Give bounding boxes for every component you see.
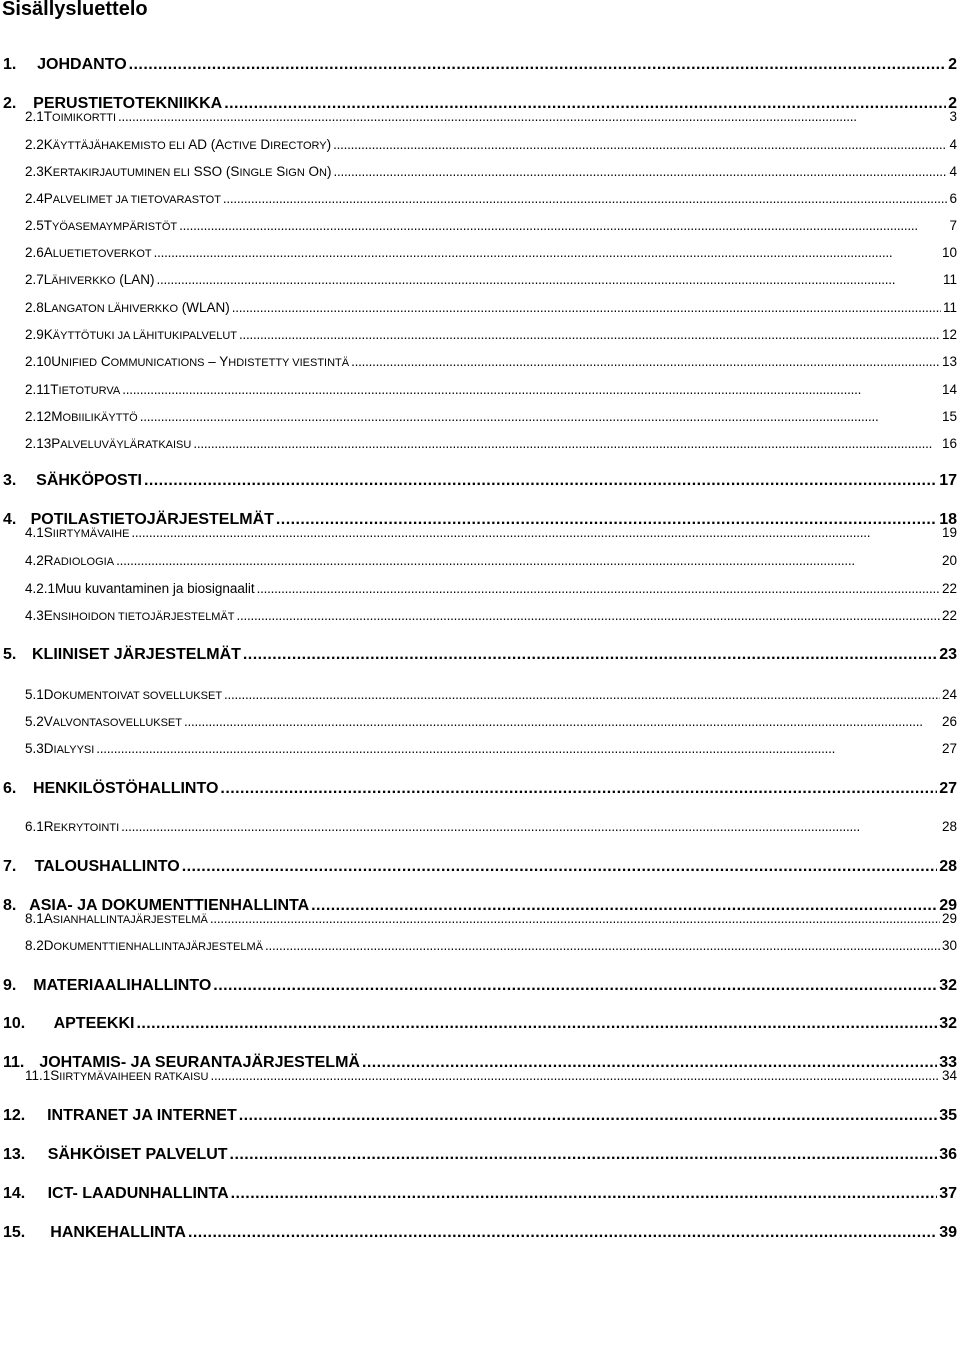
toc-page-number: 18 [939, 511, 957, 528]
toc-page-number: 6 [949, 191, 957, 206]
toc-entry-initial: K [43, 137, 53, 152]
toc-page-number: 2 [948, 56, 957, 73]
toc-entry-title-part: NSIHOIDON TIETOJÄRJESTELMÄT [52, 611, 235, 623]
toc-dot-leader [351, 354, 940, 369]
toc-entry[interactable] [25, 272, 957, 290]
toc-entry-number: 8.1 [25, 911, 44, 926]
toc-dot-leader [257, 581, 940, 596]
toc-entry-title-part: ALVELIMET JA TIETOVARASTOT [52, 194, 221, 206]
toc-entry-title-part: IIRTYMÄVAIHE [52, 528, 130, 540]
toc-dot-leader [243, 646, 937, 664]
toc-entry-title-part: OMMUNICATIONS [110, 357, 205, 369]
toc-entry[interactable] [25, 687, 957, 705]
toc-entry-title-part: IIRTYMÄVAIHEEN RATKAISU [59, 1071, 209, 1083]
toc-entry-number: 9. [3, 977, 17, 994]
toc-page-number: 29 [941, 911, 957, 926]
toc-dot-leader [223, 191, 948, 206]
toc-entry-title [44, 687, 222, 702]
toc-entry-initial: E [43, 608, 53, 623]
toc-entry-title [44, 911, 208, 926]
toc-entry-number: 2.3 [25, 164, 44, 179]
toc-entry-title-part: D [256, 137, 271, 152]
toc-entry-number: 2.13 [25, 436, 52, 451]
toc-entry-number: 2.7 [25, 272, 44, 287]
toc-page-number: 32 [939, 1015, 957, 1032]
toc-entry-number: 12. [3, 1107, 26, 1124]
toc-dot-leader [188, 1224, 937, 1242]
toc-entry-title: ICT- LAADUNHALLINTA [47, 1185, 229, 1202]
toc-entry-number: 4. [3, 511, 17, 528]
toc-entry-title-part: IALYYSI [53, 744, 95, 756]
toc-entry[interactable] [25, 714, 957, 732]
toc-entry-initial: A [43, 911, 53, 926]
toc-dot-leader [129, 56, 946, 74]
toc-entry-title [44, 245, 152, 260]
toc-entry-title [51, 409, 137, 424]
toc-entry[interactable] [25, 137, 957, 155]
toc-entry[interactable] [25, 327, 957, 345]
toc-entry-number: 15. [3, 1224, 26, 1241]
toc-page-number: 20 [941, 553, 957, 568]
toc-entry-initial: S [50, 1068, 60, 1083]
toc-entry-number: 14. [3, 1185, 26, 1202]
toc-entry-initial: D [43, 938, 54, 953]
toc-entry-initial: D [43, 687, 54, 702]
toc-entry-title-part: ÄHIVERKKO [51, 275, 116, 287]
toc-entry-title-part: IRECTORY [270, 140, 327, 152]
toc-page-number: 11 [942, 272, 957, 287]
toc-entry-title: SÄHKÖPOSTI [36, 472, 142, 489]
toc-entry[interactable] [25, 1068, 957, 1086]
toc-entry-initial: T [43, 218, 53, 233]
toc-entry-title [51, 436, 191, 451]
toc-entry-number: 2.4 [25, 191, 44, 206]
toc-entry-title-part: N [319, 167, 327, 179]
toc-entry-number: 8.2 [25, 938, 44, 953]
toc-dot-leader [213, 977, 937, 995]
toc-page-number: 11 [942, 300, 957, 315]
toc-entry-initial: P [51, 436, 61, 451]
toc-entry-number: 4.3 [25, 608, 44, 623]
toc-entry-title [44, 272, 155, 287]
toc-entry-title [50, 382, 120, 397]
toc-entry-number: 2.5 [25, 218, 44, 233]
toc-dot-leader [118, 109, 947, 124]
toc-entry-title-part: IETOTURVA [58, 385, 121, 397]
toc-entry-title-part: INGLE [239, 167, 273, 179]
toc-entry-number: 8. [3, 897, 17, 914]
toc-dot-leader [239, 1107, 937, 1125]
toc-entry-number: 1. [3, 56, 17, 73]
toc-dot-leader [144, 472, 937, 490]
toc-dot-leader [193, 436, 940, 451]
toc-entry-initial: L [43, 300, 52, 315]
toc-entry-number: 2.1 [25, 109, 44, 124]
toc-entry-title: SÄHKÖISET PALVELUT [47, 1146, 228, 1163]
toc-entry-number: 6.1 [25, 819, 44, 834]
toc-dot-leader [182, 858, 937, 876]
toc-page-number: 7 [949, 218, 957, 233]
toc-entry-title-part: HDISTETTY VIESTINTÄ [228, 357, 350, 369]
toc-entry-title: PERUSTIETOTEKNIIKKA [33, 95, 223, 112]
toc-entry-title-part: SSO (S [189, 164, 240, 179]
toc-page-number: 23 [939, 646, 957, 663]
toc-entry-title: JOHTAMIS- JA SEURANTAJÄRJESTELMÄ [39, 1054, 360, 1071]
toc-entry-title-part: – Y [204, 354, 229, 369]
toc-page-number: 4 [949, 137, 957, 152]
toc-entry[interactable] [25, 741, 957, 759]
toc-entry[interactable] [3, 858, 957, 880]
toc-dot-leader [220, 780, 937, 798]
toc-entry-title [44, 938, 263, 953]
toc-entry-title [44, 137, 331, 152]
toc-entry-title-part: (WLAN) [178, 300, 230, 315]
toc-entry-number: 13. [3, 1146, 26, 1163]
toc-page-number: 13 [941, 354, 957, 369]
toc-entry[interactable] [25, 245, 957, 263]
toc-entry-number: 7. [3, 858, 17, 875]
toc-entry[interactable] [25, 608, 957, 626]
toc-entry-title-part: ALVELUVÄYLÄRATKAISU [60, 439, 192, 451]
toc-entry-number: 3. [3, 472, 17, 489]
toc-entry-title [50, 1068, 208, 1083]
toc-entry-number: 2.11 [25, 382, 51, 397]
toc-entry-title-part: NIFIED [61, 357, 98, 369]
toc-page-number: 12 [941, 327, 957, 342]
toc-page-number: 26 [941, 714, 957, 729]
toc-entry-title-part: OIMIKORTTI [52, 112, 116, 124]
toc-page-number: 30 [941, 938, 957, 953]
toc-entry[interactable] [3, 977, 957, 999]
toc-entry-number: 2.10 [25, 354, 52, 369]
toc-dot-leader [184, 714, 940, 729]
toc-entry[interactable] [25, 218, 957, 236]
toc-entry[interactable] [25, 581, 957, 599]
toc-page-number: 24 [941, 687, 957, 702]
toc-entry-number: 5.1 [25, 687, 44, 702]
toc-entry-title: MATERIAALIHALLINTO [33, 977, 212, 994]
toc-entry[interactable] [3, 1107, 957, 1129]
toc-page-number: 37 [939, 1185, 957, 1202]
toc-entry-number: 4.2.1 [25, 581, 56, 596]
toc-entry-initial: T [43, 109, 53, 124]
toc-dot-leader [179, 218, 947, 233]
toc-dot-leader [333, 137, 947, 152]
toc-entry-title [44, 191, 221, 206]
toc-entry-number: 2. [3, 95, 17, 112]
toc-entry-title-part: ERTAKIRJAUTUMINEN ELI [52, 167, 190, 179]
toc-entry-title-part: C [97, 354, 111, 369]
toc-entry-initial: K [43, 327, 53, 342]
toc-entry-title [44, 327, 237, 342]
toc-entry-title [44, 714, 182, 729]
toc-entry-number: 2.9 [25, 327, 44, 342]
toc-entry-number: 10. [3, 1015, 26, 1032]
toc-dot-leader [131, 525, 940, 540]
toc-dot-leader [231, 1185, 938, 1203]
toc-dot-leader [334, 164, 948, 179]
toc-entry-title: POTILASTIETOJÄRJESTELMÄT [30, 511, 274, 528]
toc-entry[interactable] [25, 109, 957, 127]
toc-entry-title-part: ALVONTASOVELLUKSET [52, 717, 182, 729]
toc-entry-title-part: OBIILIKÄYTTÖ [62, 412, 138, 424]
toc-entry-title-part: EKRYTOINTI [53, 822, 120, 834]
toc-entry-initial: R [43, 819, 54, 834]
toc-entry-initial: P [43, 191, 53, 206]
toc-dot-leader [136, 1015, 937, 1033]
toc-entry-title: HENKILÖSTÖHALLINTO [32, 780, 219, 797]
toc-entry-number: 11.1 [25, 1068, 51, 1083]
toc-entry-initial: R [43, 553, 54, 568]
toc-entry-number: 6. [3, 780, 17, 797]
toc-entry-title-part: (LAN) [115, 272, 155, 287]
toc-dot-leader [140, 409, 940, 424]
toc-entry-number: 5.2 [25, 714, 44, 729]
toc-entry-title-part: SIANHALLINTAJÄRJESTELMÄ [52, 914, 208, 926]
toc-page-number: 33 [939, 1054, 957, 1071]
toc-dot-leader [157, 272, 941, 287]
toc-page-number: 3 [949, 109, 957, 124]
toc-entry-number: 2.2 [25, 137, 44, 152]
toc-entry-title [44, 164, 332, 179]
toc-dot-leader [210, 1068, 940, 1083]
toc-entry-initial: A [43, 245, 53, 260]
toc-entry[interactable] [3, 1185, 957, 1207]
toc-page-number: 17 [939, 472, 957, 489]
toc-entry-title [44, 109, 116, 124]
toc-page-number: 27 [939, 780, 957, 797]
toc-page-number: 39 [939, 1224, 957, 1241]
toc-entry-title [44, 525, 130, 540]
toc-entry[interactable] [3, 1146, 957, 1168]
toc-entry-initial: L [43, 272, 52, 287]
toc-entry-title-part: CTIVE [224, 140, 257, 152]
toc-entry-title-part: ADIOLOGIA [53, 556, 115, 568]
toc-entry[interactable] [25, 382, 957, 400]
toc-entry[interactable] [25, 911, 957, 929]
toc-entry-initial: T [50, 382, 59, 397]
toc-page-number: 32 [939, 977, 957, 994]
toc-entry-title: INTRANET JA INTERNET [47, 1107, 237, 1124]
toc-page-number: 35 [939, 1107, 957, 1124]
toc-entry-title-part: O [304, 164, 320, 179]
toc-entry[interactable] [3, 1224, 957, 1246]
toc-entry-title-part: ) [327, 164, 332, 179]
toc-page-number: 15 [941, 409, 957, 424]
toc-dot-leader [230, 1146, 938, 1164]
toc-entry-title-part: IGN [285, 167, 305, 179]
toc-page-number: 16 [941, 436, 957, 451]
toc-entry-title [44, 819, 119, 834]
toc-entry-title-part: OKUMENTOIVAT SOVELLUKSET [53, 690, 223, 702]
toc-entry-number: 5.3 [25, 741, 44, 756]
toc-dot-leader [265, 938, 940, 953]
toc-entry-title [44, 218, 177, 233]
toc-entry-title: APTEEKKI [53, 1015, 135, 1032]
toc-entry-title [44, 300, 230, 315]
toc-dot-leader [122, 382, 940, 397]
toc-entry-title-part: ÄYTTÄJÄHAKEMISTO ELI [52, 140, 186, 152]
toc-entry[interactable] [25, 819, 957, 837]
toc-entry-number: 4.1 [25, 525, 44, 540]
toc-entry-title [44, 741, 95, 756]
toc-entry-initial: K [43, 164, 53, 179]
toc-dot-leader [237, 608, 940, 623]
toc-entry-number: 4.2 [25, 553, 44, 568]
toc-entry[interactable] [3, 1015, 957, 1037]
toc-page-number: 27 [941, 741, 957, 756]
toc-entry-title-part: YÖASEMAYMPÄRISTÖT [52, 221, 178, 233]
toc-page-number: 19 [941, 525, 957, 540]
toc-page-number: 34 [941, 1068, 957, 1083]
toc-page-number: 28 [939, 858, 957, 875]
toc-dot-leader [96, 741, 940, 756]
toc-entry[interactable] [25, 354, 957, 372]
toc-dot-leader [116, 553, 940, 568]
toc-entry-title-part: ANGATON LÄHIVERKKO [51, 303, 179, 315]
toc-page-number: 22 [941, 608, 957, 623]
toc-page-number: 22 [941, 581, 957, 596]
toc-entry-number: 2.8 [25, 300, 44, 315]
toc-entry[interactable] [25, 164, 957, 182]
toc-entry-title [44, 608, 235, 623]
toc-entry-title: HANKEHALLINTA [50, 1224, 186, 1241]
toc-entry-title-part: OKUMENTTIENHALLINTAJÄRJESTELMÄ [53, 941, 263, 953]
toc-entry[interactable] [25, 409, 957, 427]
toc-dot-leader [239, 327, 940, 342]
toc-entry-title [51, 354, 349, 369]
toc-page-number: 29 [939, 897, 957, 914]
toc-page-number: 10 [941, 245, 957, 260]
toc-entry[interactable] [25, 436, 957, 454]
toc-entry[interactable] [25, 191, 957, 209]
toc-entry-title: KLIINISET JÄRJESTELMÄT [32, 646, 241, 663]
toc-page-number: 2 [948, 95, 957, 112]
toc-heading: Sisällysluettelo [2, 0, 148, 20]
toc-entry-number: 2.6 [25, 245, 44, 260]
toc-entry-title: JOHDANTO [37, 56, 127, 73]
toc-entry-number: 5. [3, 646, 17, 663]
toc-dot-leader [232, 300, 941, 315]
toc-entry[interactable] [25, 525, 957, 543]
toc-entry-initial: V [43, 714, 53, 729]
toc-entry-initial: M [51, 409, 63, 424]
toc-entry[interactable] [25, 938, 957, 956]
toc-entry-title: Muu kuvantaminen ja biosignaalit [55, 581, 255, 596]
toc-entry-title: ASIA- JA DOKUMENTTIENHALLINTA [29, 897, 310, 914]
toc-entry-title: TALOUSHALLINTO [34, 858, 180, 875]
toc-entry[interactable] [3, 646, 957, 668]
toc-entry-initial: U [51, 354, 62, 369]
toc-dot-leader [121, 819, 940, 834]
toc-entry-initial: D [43, 741, 54, 756]
toc-entry-title-part: AD (A [185, 137, 225, 152]
toc-dot-leader [154, 245, 940, 260]
toc-entry-title-part: S [272, 164, 286, 179]
toc-entry-number: 11. [3, 1054, 25, 1071]
toc-entry[interactable] [25, 553, 957, 571]
toc-entry-initial: S [43, 525, 53, 540]
toc-entry[interactable] [3, 472, 957, 494]
toc-page-number: 28 [941, 819, 957, 834]
toc-page-number: 36 [939, 1146, 957, 1163]
toc-dot-leader [224, 687, 940, 702]
toc-dot-leader [210, 911, 940, 926]
toc-entry-title-part: LUETIETOVERKOT [52, 248, 152, 260]
toc-entry[interactable] [3, 780, 957, 802]
toc-entry-title [44, 553, 114, 568]
toc-entry-number: 2.12 [25, 409, 52, 424]
toc-entry-title-part: ÄYTTÖTUKI JA LÄHITUKIPALVELUT [52, 330, 237, 342]
toc-page-number: 4 [949, 164, 957, 179]
toc-entry[interactable] [3, 56, 957, 78]
toc-entry[interactable] [25, 300, 957, 318]
toc-entry-title-part: ) [326, 137, 332, 152]
toc-page-number: 14 [941, 382, 957, 397]
